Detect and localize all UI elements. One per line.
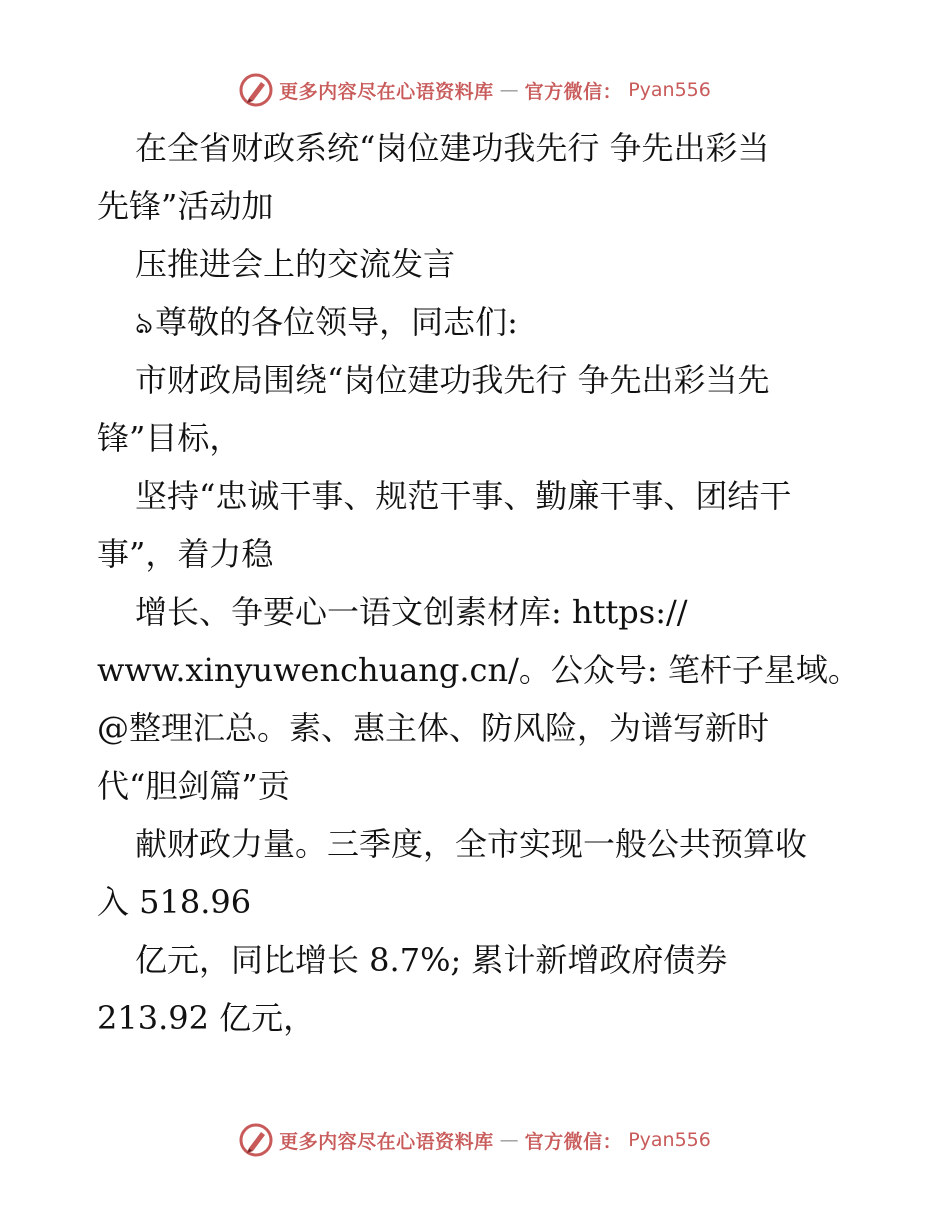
text-line: 献财政力量。三季度，全市实现一般公共预算收: [135, 825, 808, 863]
greeting-line: [135, 302, 518, 342]
text-line: @整理汇总。素、惠主体、防风险，为谱写新时: [97, 709, 770, 747]
watermark-contact-label: 官方微信：: [524, 1130, 623, 1153]
text-line: 入 518.96: [97, 883, 252, 921]
ornament-swash-icon: ঌ: [135, 306, 154, 341]
watermark-handle: Pyan556: [628, 79, 711, 101]
text-line: 压推进会上的交流发言: [135, 245, 456, 283]
text-line: 市财政局围绕“岗位建功我先行 争先出彩当先: [135, 361, 770, 399]
text-line: 先锋”活动加: [97, 187, 274, 225]
text-line: 事”，着力稳: [97, 535, 274, 573]
pen-logo-icon: [239, 73, 273, 107]
watermark-text: 更多内容尽在心语资料库: [279, 80, 494, 103]
greeting-text: 尊敬的各位领导，同志们:: [155, 303, 518, 341]
pen-logo-icon: [239, 1123, 273, 1157]
header-watermark: [0, 70, 950, 110]
text-line: 锋”目标，: [97, 419, 242, 457]
text-line: 亿元，同比增长 8.7%; 累计新增政府债券: [135, 941, 728, 979]
text-line: www.xinyuwenchuang.cn/。公众号: 笔杆子星域。: [97, 651, 860, 689]
text-line: 在全省财政系统“岗位建功我先行 争先出彩当: [135, 129, 770, 167]
watermark-contact-label: 官方微信：: [524, 80, 623, 103]
text-line: 代“胆剑篇”贡: [97, 767, 290, 805]
text-line: 213.92 亿元，: [97, 999, 316, 1037]
watermark-handle: Pyan556: [628, 1129, 711, 1151]
text-line: 增长、争要心一语文创素材库: https://: [135, 593, 688, 631]
watermark-separator: —: [499, 1129, 519, 1151]
footer-watermark: [0, 1120, 950, 1160]
watermark-separator: —: [499, 79, 519, 101]
text-line: 坚持“忠诚干事、规范干事、勤廉干事、团结干: [135, 477, 792, 515]
watermark-text: 更多内容尽在心语资料库: [279, 1130, 494, 1153]
